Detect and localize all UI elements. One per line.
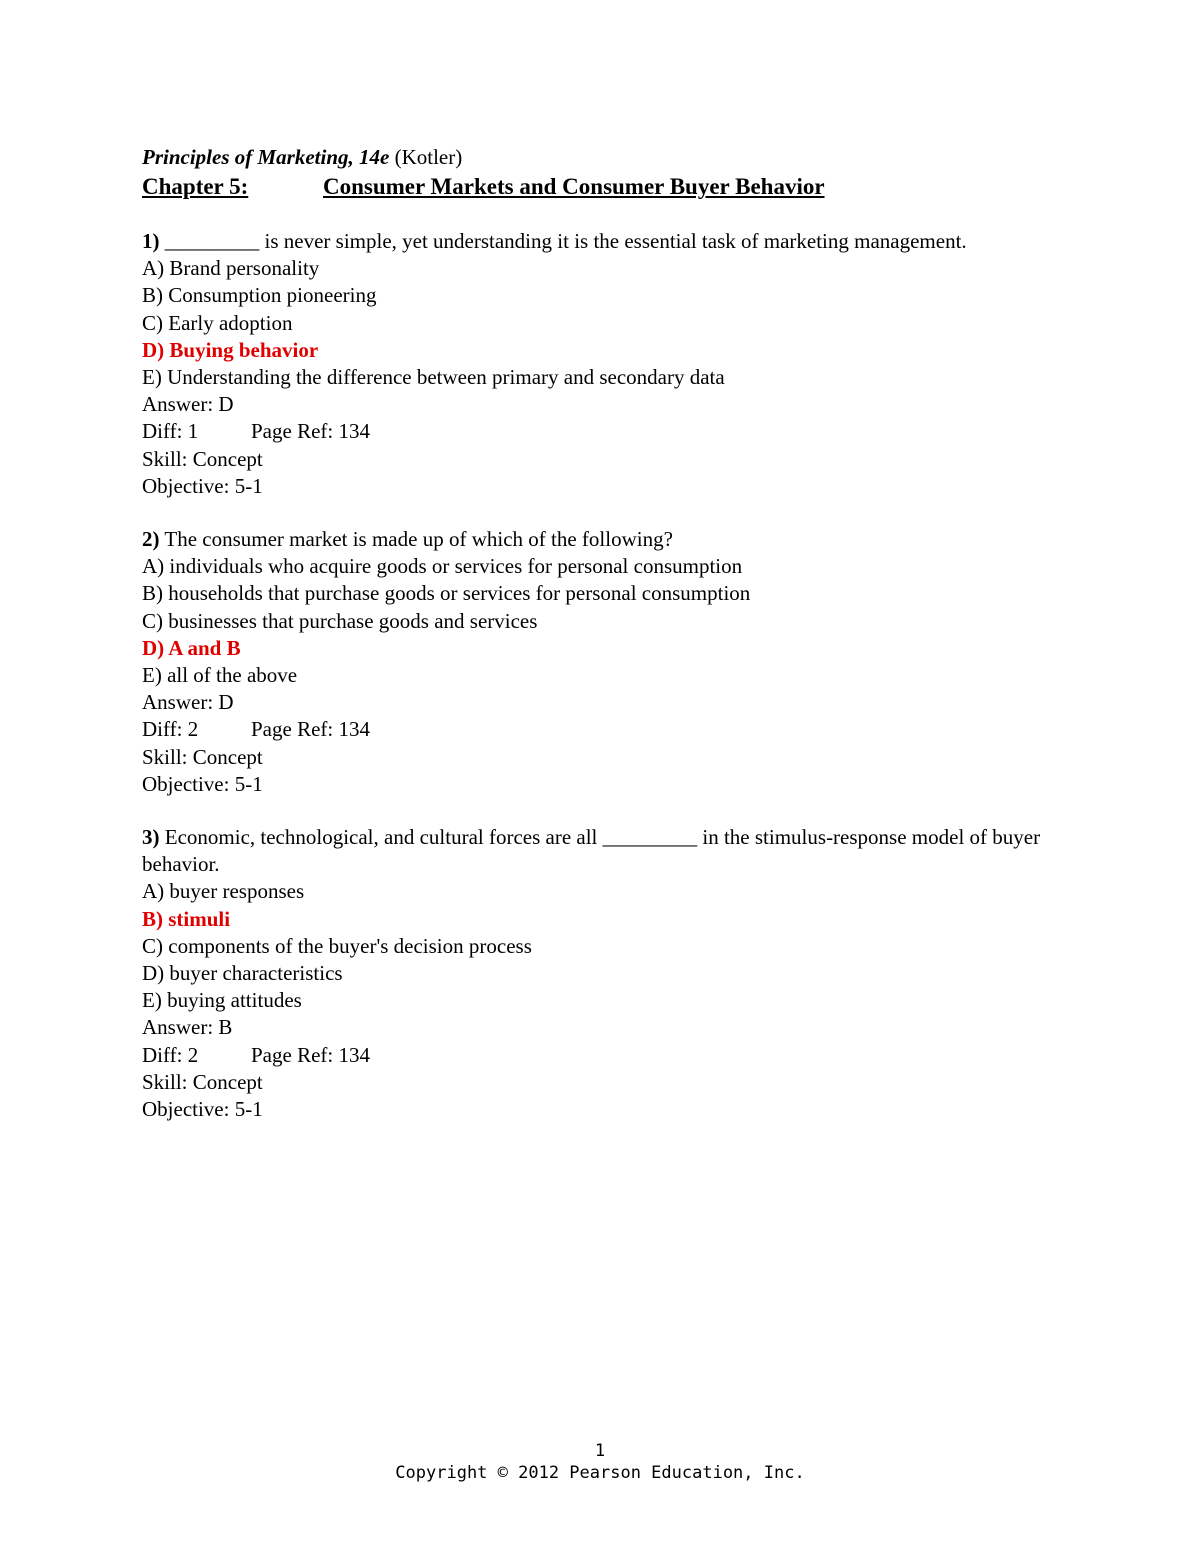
question-3 (142, 824, 1072, 1123)
objective-line: Objective: 5-1 (142, 1097, 263, 1122)
question-2 (142, 526, 1072, 798)
option-d-correct: D) A and B (142, 635, 241, 660)
answer-line: Answer: B (142, 1015, 233, 1040)
question-stem (142, 526, 1072, 553)
book-reference (142, 144, 1072, 170)
difficulty-line (142, 418, 1072, 445)
question-1 (142, 228, 1072, 500)
option-e: E) buying attitudes (142, 988, 302, 1013)
copyright-notice: Copyright © 2012 Pearson Education, Inc. (395, 1463, 805, 1483)
chapter-number: Chapter 5: (142, 174, 249, 199)
difficulty: Diff: 2 (142, 717, 199, 742)
option-e: E) Understanding the difference between primary and secondary data (142, 365, 725, 390)
option-b: B) households that purchase goods or services for personal consumption (142, 581, 751, 606)
difficulty-line (142, 716, 1072, 743)
objective-line: Objective: 5-1 (142, 771, 263, 796)
page-ref: Page Ref: 134 (251, 419, 370, 444)
option-b-correct: B) stimuli (142, 906, 231, 931)
question-text: Economic, technological, and cultural forces are all _________ in the stimulus-response model of buyer behavior. (142, 825, 1041, 877)
objective-line: Objective: 5-1 (142, 473, 263, 498)
chapter-title: Consumer Markets and Consumer Buyer Behavior (323, 174, 825, 199)
difficulty: Diff: 2 (142, 1042, 199, 1067)
option-c: C) components of the buyer's decision process (142, 933, 532, 958)
skill-line: Skill: Concept (142, 446, 263, 471)
question-stem (142, 824, 1072, 878)
answer-line: Answer: D (142, 690, 234, 715)
question-number: 3) (142, 825, 160, 850)
option-e: E) all of the above (142, 663, 298, 688)
difficulty: Diff: 1 (142, 419, 199, 444)
question-number: 1) (142, 229, 160, 253)
option-d: D) buyer characteristics (142, 961, 343, 986)
page-ref: Page Ref: 134 (251, 717, 370, 742)
chapter-heading (142, 172, 1072, 202)
question-text: The consumer market is made up of which of the following? (164, 527, 673, 552)
answer-line: Answer: D (142, 392, 234, 417)
option-c: C) Early adoption (142, 310, 293, 335)
document-content (142, 144, 1072, 1123)
option-d-correct: D) Buying behavior (142, 337, 319, 362)
option-c: C) businesses that purchase goods and services (142, 608, 538, 633)
question-number: 2) (142, 527, 160, 552)
difficulty-line (142, 1042, 1072, 1069)
option-b: B) Consumption pioneering (142, 283, 377, 308)
option-a: A) individuals who acquire goods or services for personal consumption (142, 554, 743, 579)
option-a: A) buyer responses (142, 879, 305, 904)
question-text: _________ is never simple, yet understanding it is the essential task of marketing management. (164, 229, 967, 253)
book-author: (Kotler) (394, 145, 463, 169)
option-a: A) Brand personality (142, 256, 320, 281)
question-stem (142, 228, 1072, 255)
page-number: 1 (594, 1441, 606, 1461)
skill-line: Skill: Concept (142, 1069, 263, 1094)
page-ref: Page Ref: 134 (251, 1042, 370, 1067)
skill-line: Skill: Concept (142, 744, 263, 769)
book-title: Principles of Marketing, 14e (142, 145, 390, 169)
